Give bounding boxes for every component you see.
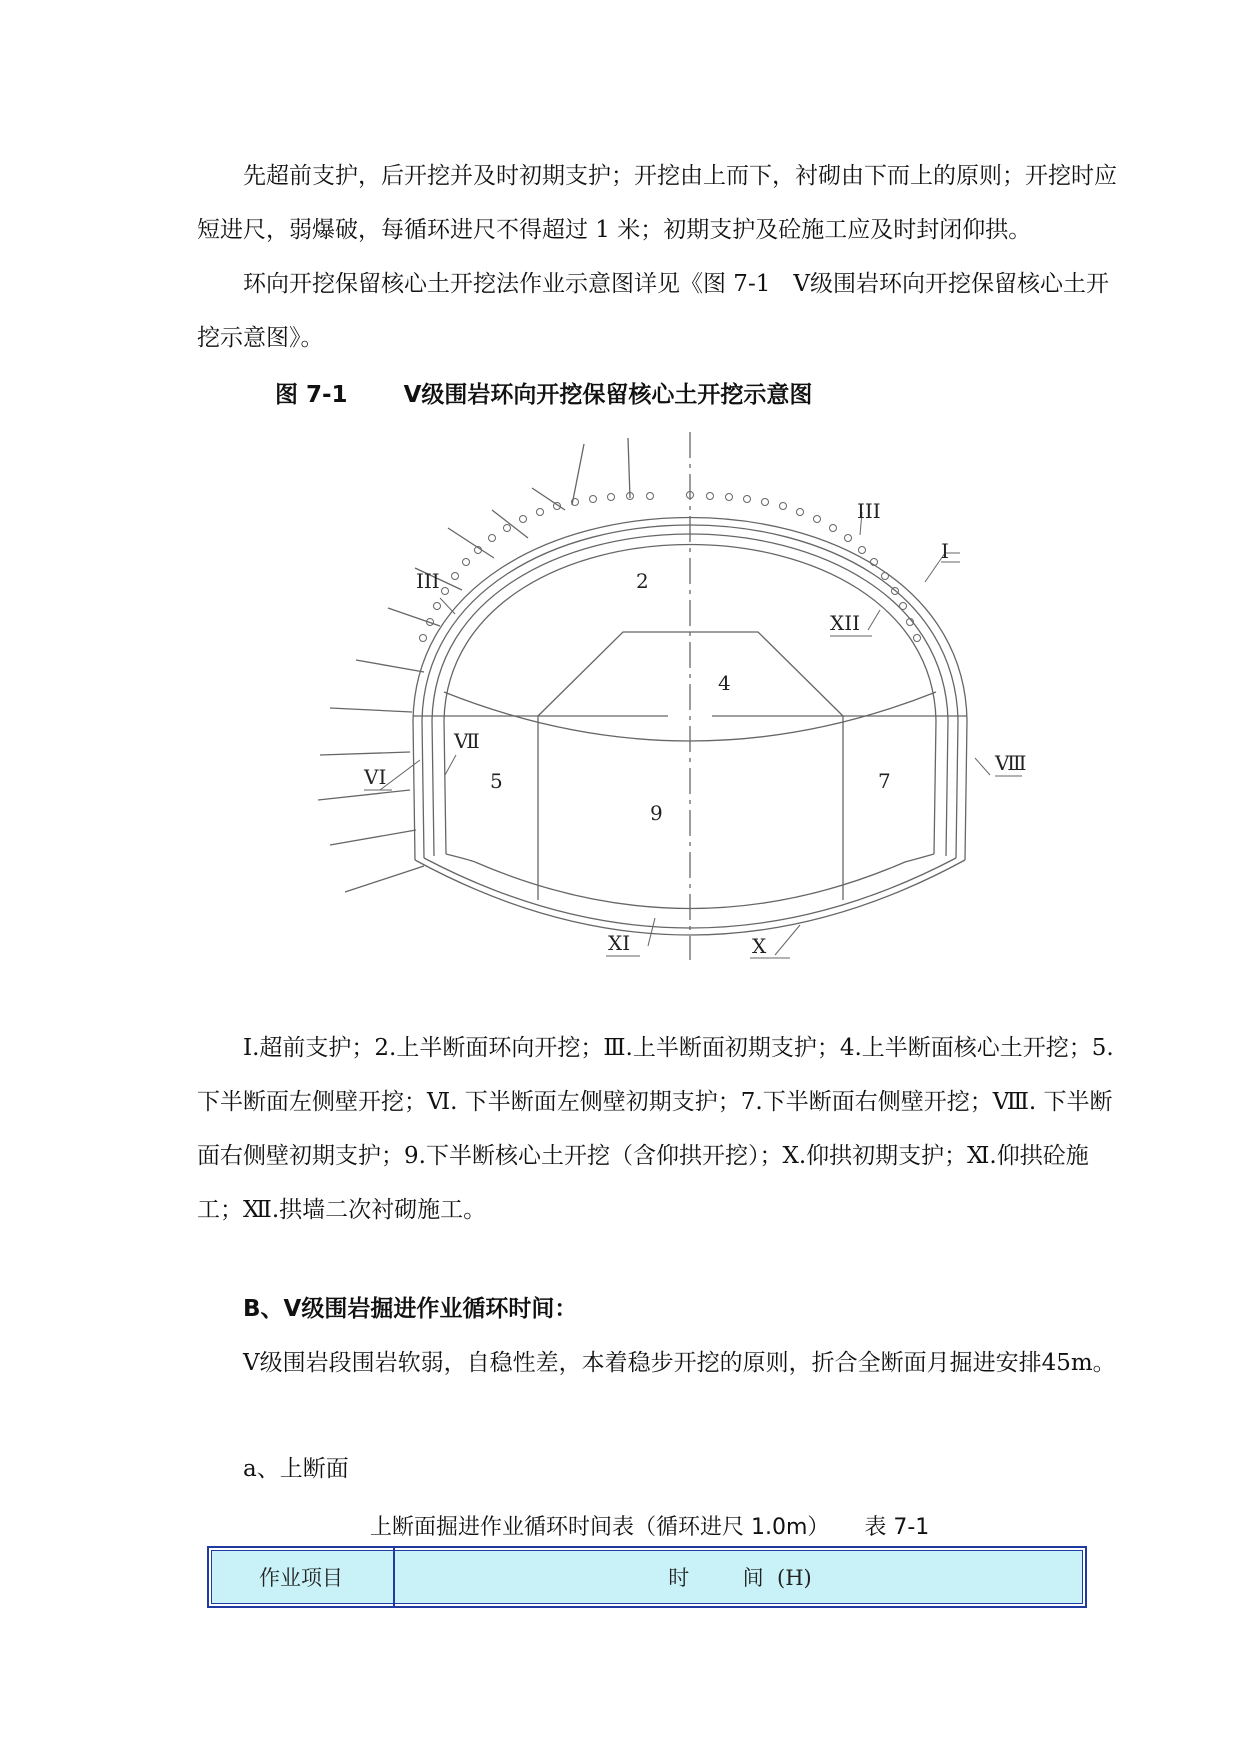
tunnel-diagram [300,430,1027,990]
label-roman-6: VI [364,765,387,789]
label-roman-3-right: III [857,499,881,523]
label-roman-11: XI [608,931,631,955]
figure-legend: Ⅰ.超前支护；2.上半断面环向开挖；Ⅲ.上半断面初期支护；4.上半断面核心土开挖；5.下半断面左侧壁开挖；Ⅵ. 下半断面左侧壁初期支护；7.下半断面右侧壁开挖；Ⅷ. 下半断面右侧壁初期支护；9.下半断核心土开挖（含仰拱开挖）；Ⅹ.仰拱初期支护；Ⅺ.仰拱砼施工；Ⅻ.拱墙二次衬砌施工。 [197,1035,1114,1223]
section-b-body: Ⅴ级围岩段围岩软弱，自稳性差，本着稳步开挖的原则，折合全断面月掘进安排45m。 [243,1350,1116,1376]
label-region-2: 2 [636,569,649,593]
label-roman-10: X [752,934,767,958]
label-roman-1: I [941,539,949,563]
intro-paragraph: 先超前支护，后开挖并及时初期支护；开挖由上而下，衬砌由下而上的原则；开挖时应短进尺，弱爆破，每循环进尺不得超过 1 米；初期支护及砼施工应及时封闭仰拱。 [197,163,1117,243]
section-b-heading: B、Ⅴ级围岩掘进作业循环时间： [243,1296,578,1322]
table-header-work-item: 作业项目 [209,1548,395,1606]
label-roman-8: Ⅷ [995,751,1027,775]
sub-heading-upper-section: a、上断面 [243,1456,349,1482]
label-region-9: 9 [650,801,663,825]
label-region-5: 5 [490,769,503,793]
table-header-time: 时 间 (H) [668,1566,812,1590]
label-roman-3-left: III [416,569,440,593]
table-caption: 上断面掘进作业循环时间表（循环进尺 1.0m） 表 7-1 [370,1515,930,1540]
label-roman-7: Ⅶ [454,729,480,753]
label-region-7: 7 [878,769,891,793]
figure-caption: 图 7-1 Ⅴ级围岩环向开挖保留核心土开挖示意图 [275,382,813,408]
reference-paragraph: 环向开挖保留核心土开挖法作业示意图详见《图 7-1 Ⅴ级围岩环向开挖保留核心土开挖示意图》。 [197,271,1109,351]
label-region-4: 4 [718,671,731,695]
label-roman-12: XII [830,611,861,635]
cycle-time-table [207,1546,1087,1608]
